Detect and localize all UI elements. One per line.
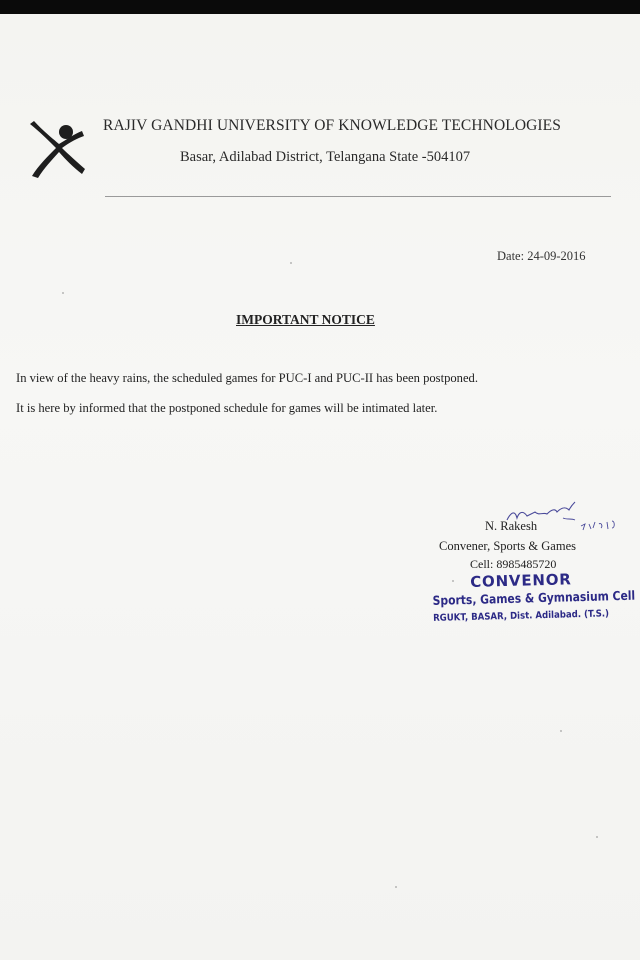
paper-speck: [452, 580, 454, 582]
stamp-line-address: RGUKT, BASAR, Dist. Adilabad. (T.S.): [433, 608, 610, 624]
letterhead-divider: [105, 196, 611, 197]
signatory-designation: Convener, Sports & Games: [439, 539, 576, 553]
university-address: Basar, Adilabad District, Telangana State -504107: [180, 149, 471, 165]
stamp-line-convenor: CONVENOR: [469, 570, 572, 591]
stamp-line-cell: Sports, Games & Gymnasium Cell: [432, 587, 636, 608]
notice-paragraph-2: It is here by informed that the postponed schedule for games will be intimated later.: [16, 401, 438, 415]
notice-title: IMPORTANT NOTICE: [236, 312, 375, 327]
notice-document: [0, 14, 640, 960]
paper-speck: [290, 262, 292, 264]
university-name: RAJIV GANDHI UNIVERSITY OF KNOWLEDGE TECHNOLOGIES: [103, 117, 561, 134]
notice-paragraph-1: In view of the heavy rains, the scheduled games for PUC-I and PUC-II has been postponed.: [16, 371, 479, 385]
official-stamp: [430, 569, 636, 636]
university-logo-icon: [26, 118, 86, 180]
paper-speck: [560, 730, 562, 732]
paper-speck: [395, 886, 397, 888]
signatory-name: N. Rakesh: [485, 519, 538, 533]
signatory-cell: Cell: 8985485720: [470, 557, 557, 571]
paper-speck: [596, 836, 598, 838]
notice-date: Date: 24-09-2016: [497, 249, 586, 263]
paper-speck: [62, 292, 64, 294]
